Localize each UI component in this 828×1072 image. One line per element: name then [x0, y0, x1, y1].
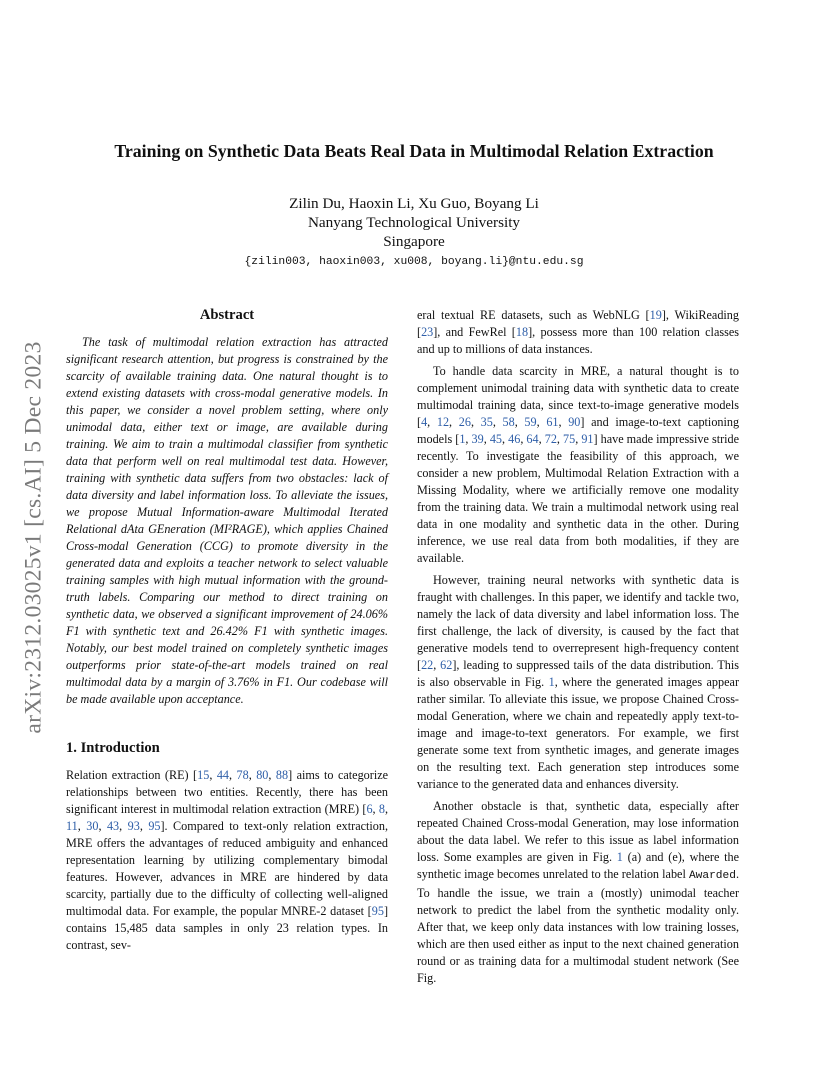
citation-link[interactable]: 95 [148, 819, 161, 833]
abstract-heading: Abstract [199, 307, 255, 323]
citation-link[interactable]: 62 [440, 658, 453, 672]
citation-link[interactable]: 80 [256, 768, 269, 782]
arxiv-identifier-text: arXiv:2312.03025v1 [cs.AI] 5 Dec 2023 [20, 340, 47, 734]
citation-link[interactable]: 15 [197, 768, 210, 782]
citation-link[interactable]: 64 [526, 432, 539, 446]
figure-link[interactable]: 1 [616, 850, 623, 864]
citation-link[interactable]: 61 [546, 415, 559, 429]
citation-link[interactable]: 46 [508, 432, 521, 446]
citation-link[interactable]: 91 [581, 432, 594, 446]
intro-paragraph-4: Another obstacle is that, synthetic data, especially after repeated Chained Cross-modal Generation, may lose information about the data label. We refer to this issue as label information loss. Some examples are given in Fig. 1 (a) and (e), where the synthetic image becomes unrelated to the relation label Awarded. To handle the issue, we train a (mostly) unimodal teacher network to predict the label from the synthetic modality only. After that, we keep only data instances with low training losses, which are then used either as input to the next chained generation round or as training data for a multimodal student network (See Fig. [417, 799, 739, 985]
affiliation: Nanyang Technological University [307, 214, 521, 231]
intro-heading: 1. Introduction [66, 740, 160, 756]
left-column [66, 307, 388, 954]
citation-link[interactable]: 95 [371, 904, 384, 918]
relation-label: Awarded [688, 870, 736, 882]
intro-paragraph-1-continued: eral textual RE datasets, such as WebNLG [19], WikiReading [23], and FewRel [18], possess more than 100 relation classes and up to millions of data instances. [417, 308, 739, 356]
citation-link[interactable]: 11 [66, 819, 78, 833]
arxiv-identifier [18, 298, 50, 776]
citation-link[interactable]: 88 [275, 768, 289, 782]
citation-link[interactable]: 45 [489, 432, 503, 446]
citation-link[interactable]: 78 [236, 768, 249, 782]
citation-link[interactable]: 35 [480, 415, 493, 429]
citation-link[interactable]: 72 [544, 432, 557, 446]
right-column [417, 307, 739, 992]
citation-link[interactable]: 26 [458, 415, 471, 429]
citation-link[interactable]: 1 [459, 432, 466, 446]
citation-link[interactable]: 23 [421, 325, 434, 339]
abstract-text: The task of multimodal relation extraction has attracted significant research attention, but progress is constrained by the scarcity of available training data. One natural thought is to extend existing datasets with cross-modal generative models. In this paper, we consider a novel problem setting, where only unimodal data, either text or image, are available during training. We aim to train a multimodal classifier from synthetic data that perform well on real multimodal test data. However, training with synthetic data suffers from two obstacles: lack of data diversity and label information loss. To alleviate the issues, we propose Mutual Information-aware Multimodal Iterated Relational dAta GEneration (MI²RAGE), which applies Chained Cross-modal Generation (CCG) to promote diversity in the generated data and exploits a teacher network to select valuable training samples with high mutual information with the ground-truth labels. Comparing our method to direct training on synthetic data, we observed a significant improvement of 24.06% F1 with synthetic text and 26.42% F1 with synthetic images. Notably, our best model trained on completely synthetic images outperforms prior state-of-the-art models trained on real multimodal data by a margin of 3.76% in F1. Our codebase will be made available upon acceptance. [66, 335, 388, 706]
citation-link[interactable]: 44 [216, 768, 229, 782]
citation-link[interactable]: 4 [421, 415, 428, 429]
paper-title: Training on Synthetic Data Beats Real Data in Multimodal Relation Extraction [114, 141, 714, 161]
citation-link[interactable]: 93 [127, 819, 140, 833]
author-emails: {zilin003, haoxin003, xu008, boyang.li}@ntu.edu.sg [244, 256, 584, 268]
citation-link[interactable]: 12 [436, 415, 450, 429]
citation-link[interactable]: 18 [515, 325, 529, 339]
citation-link[interactable]: 6 [366, 802, 373, 816]
intro-paragraph-1: Relation extraction (RE) [15, 44, 78, 80, 88] aims to categorize relationships between two entities. Recently, there has been significant interest in multimodal relation extraction (MRE) [6, 8, 11, 30, 43, 93, 95]. Compared to text-only relation extraction, MRE offers the advantages of reduced ambiguity and enhanced representation learning by utilizing complementary bimodal features. However, advances in MRE are hindered by data scarcity, partially due to the difficulty of collecting well-aligned multimodal data. For example, the popular MNRE-2 dataset [95] contains 15,485 data samples in only 23 relation types. In contrast, sev- [66, 768, 389, 952]
citation-link[interactable]: 59 [524, 415, 537, 429]
citation-link[interactable]: 75 [563, 432, 576, 446]
citation-link[interactable]: 39 [471, 432, 484, 446]
citation-link[interactable]: 30 [86, 819, 99, 833]
citation-link[interactable]: 43 [106, 819, 120, 833]
intro-paragraph-2: To handle data scarcity in MRE, a natural thought is to complement unimodal training data with synthetic data to create multimodal training data, since text-to-image generative models [4, 12, 26, 35, 58, 59, 61, 90] and image-to-text captioning models [1, 39, 45, 46, 64, 72, 75, 91] have made impressive stride recently. To investigate the feasibility of this approach, we consider a new problem, Multimodal Relation Extraction with a Missing Modality, where we artificially remove one modality from the training data. We train a multimodal network using real data in one modality and synthetic data in the other. During inference, we use real data from both modalities, if they are available. [417, 364, 740, 565]
figure-link[interactable]: 1 [548, 675, 555, 689]
citation-link[interactable]: 58 [502, 415, 515, 429]
citation-link[interactable]: 8 [378, 802, 385, 816]
citation-link[interactable]: 22 [421, 658, 434, 672]
citation-link[interactable]: 19 [649, 308, 662, 322]
citation-link[interactable]: 90 [568, 415, 581, 429]
authors: Zilin Du, Haoxin Li, Xu Guo, Boyang Li [289, 195, 539, 212]
intro-paragraph-3: However, training neural networks with synthetic data is fraught with challenges. In this paper, we identify and tackle two, namely the lack of data diversity and label information loss. The first challenge, the lack of diversity, is caused by the fact that generative models tend to overrepresent high-frequency content [22, 62], leading to suppressed tails of the data distribution. This is also observable in Fig. 1, where the generated images appear rather similar. To alleviate this issue, we propose Chained Cross-modal Generation, where we chain and repeatedly apply text-to-image and image-to-text generators. For example, we first generate some text from synthetic images, and generate images on the resulting text. Each generation step introduces some variance to the generated data and enhances diversity. [417, 573, 739, 791]
location: Singapore [383, 233, 445, 250]
